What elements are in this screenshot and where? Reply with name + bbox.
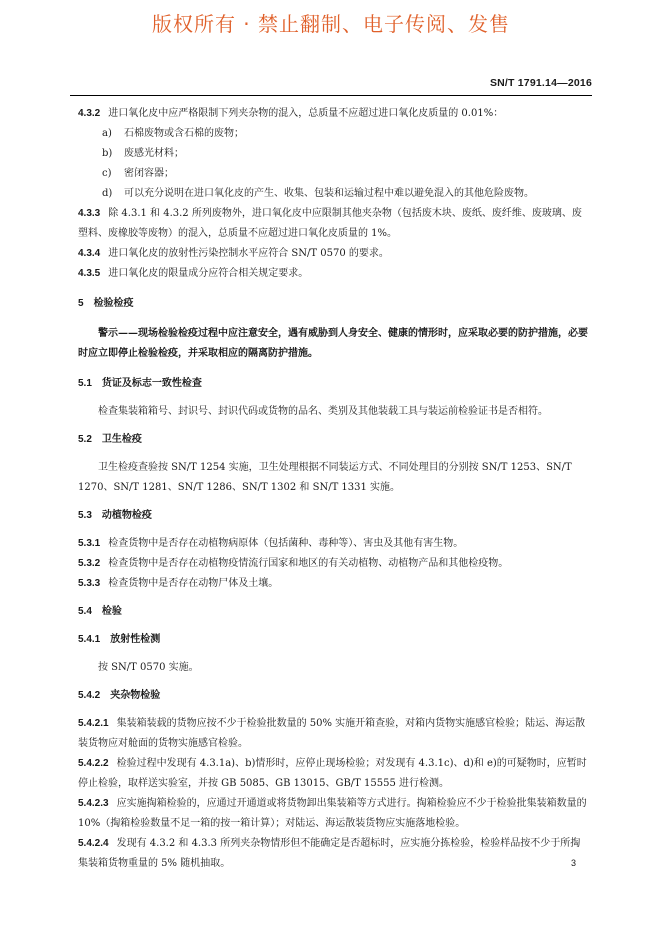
clause-4-3-4 [78, 244, 588, 264]
list-text: 密闭容器； [124, 168, 174, 179]
list-item [102, 164, 588, 184]
clause-4-3-3 [78, 204, 588, 244]
section-5-1-text: 检查集装箱箱号、封识号、封识代码或货物的品名、类别及其他装载工具与装运前检验证书是否相符。 [98, 406, 548, 417]
section-5-4-1-heading [78, 630, 588, 650]
clause-text: 发现有 4.3.2 和 4.3.3 所列夹杂物情形但不能确定是否超标时，应实施分拣检验，检验样品按不少于所掏集装箱货物重量的 5% 随机抽取。 [78, 838, 581, 869]
section-title: 动植物检疫 [101, 510, 152, 521]
watermark-banner: 版权所有 · 禁止翻制、电子传阅、发售 [151, 12, 511, 36]
clause-number: 4.3.5 [78, 268, 101, 279]
clause-5-3-1 [78, 534, 588, 554]
clause-5-4-2-3 [78, 794, 588, 834]
section-5-heading [78, 294, 588, 314]
section-5-1-heading [78, 374, 588, 394]
list-item [102, 124, 588, 144]
section-number: 5.3 [78, 510, 92, 521]
list-item [102, 184, 588, 204]
section-number: 5.4.2 [78, 690, 101, 701]
clause-text: 进口氧化皮的放射性污染控制水平应符合 SN/T 0570 的要求。 [108, 248, 389, 259]
section-title: 货证及标志一致性检查 [101, 378, 202, 389]
section-title: 检验检疫 [93, 298, 134, 309]
clause-number: 5.4.2.4 [78, 838, 109, 849]
clause-text: 检查货物中是否存在动植物病原体（包括菌种、毒种等）、害虫及其他有害生物。 [108, 538, 464, 549]
safety-warning: 警示——现场检验检疫过程中应注意安全，遇有威胁到人身安全、健康的情形时，应采取必要的防护措施，必要时应立即停止检验检疫，并采取相应的隔离防护措施。 [78, 328, 588, 359]
list-text: 可以充分说明在进口氧化皮的产生、收集、包装和运输过程中难以避免混入的其他危险废物。 [124, 188, 534, 199]
list-item [102, 144, 588, 164]
clause-text: 进口氧化皮的限量成分应符合相关规定要求。 [108, 268, 309, 279]
section-number: 5.4.1 [78, 634, 101, 645]
section-title: 夹杂物检验 [110, 690, 161, 701]
clause-text: 集装箱装载的货物应按不少于检验批数量的 50% 实施开箱查验，对箱内货物实施感官检验；陆运、海运散装货物应对舱面的货物实施感官检验。 [78, 718, 586, 749]
list-label: c) [102, 168, 112, 179]
clause-4-3-2 [78, 104, 588, 124]
clause-5-3-2 [78, 554, 588, 574]
clause-5-4-2-1 [78, 714, 588, 754]
section-number: 5.1 [78, 378, 92, 389]
clause-number: 5.3.1 [78, 538, 101, 549]
section-5-3-heading [78, 506, 588, 526]
section-number: 5 [78, 298, 84, 309]
clause-number: 5.4.2.2 [78, 758, 109, 769]
section-title: 检验 [101, 606, 122, 617]
clause-4-3-5 [78, 264, 588, 284]
list-label: a) [102, 128, 112, 139]
clause-number: 5.4.2.1 [78, 718, 109, 729]
clause-5-4-2-2 [78, 754, 588, 794]
clause-text: 检查货物中是否存在动植物疫情流行国家和地区的有关动植物、动植物产品和其他检疫物。 [108, 558, 509, 569]
header-rule [70, 95, 592, 96]
clause-number: 4.3.3 [78, 208, 101, 219]
section-5-4-2-heading [78, 686, 588, 706]
document-body [78, 104, 588, 874]
section-title: 卫生检疫 [101, 434, 142, 445]
list-text: 废感光材料； [124, 148, 184, 159]
clause-text: 应实施掏箱检验的，应通过开通道或将货物卸出集装箱等方式进行。掏箱检验应不少于检验批集装箱数量的 10%（掏箱检验数量不足一箱的按一箱计算）；对陆运、海运散装货物应实施落地检验。 [78, 798, 587, 829]
clause-text: 进口氧化皮中应严格限制下列夹杂物的混入，总质量不应超过进口氧化皮质量的 0.01%： [108, 108, 504, 119]
clause-5-4-2-4 [78, 834, 588, 874]
clause-number: 5.3.2 [78, 558, 101, 569]
clause-5-3-3 [78, 574, 588, 594]
clause-number: 4.3.2 [78, 108, 101, 119]
section-title: 放射性检测 [110, 634, 161, 645]
clause-number: 5.3.3 [78, 578, 101, 589]
section-number: 5.4 [78, 606, 92, 617]
clause-number: 4.3.4 [78, 248, 101, 259]
section-5-4-heading [78, 602, 588, 622]
page-number: 3 [570, 858, 576, 868]
list-text: 石棉废物或含石棉的废物； [124, 128, 244, 139]
clause-text: 检查货物中是否存在动物尸体及土壤。 [108, 578, 279, 589]
list-label: b) [102, 148, 113, 159]
clause-number: 5.4.2.3 [78, 798, 109, 809]
list-label: d) [102, 188, 113, 199]
section-5-4-1-text: 按 SN/T 0570 实施。 [98, 662, 199, 673]
section-5-2-text: 卫生检疫查验按 SN/T 1254 实施，卫生处理根据不同装运方式、不同处理目的分别按 SN/T 1253、SN/T 1270、SN/T 1281、SN/T 1286、SN/T 1302 和 SN/T 1331 实施。 [78, 462, 572, 493]
standard-number: SN/T 1791.14—2016 [489, 77, 592, 89]
clause-4-3-2-list [78, 124, 588, 204]
section-5-2-heading [78, 430, 588, 450]
clause-text: 除 4.3.1 和 4.3.2 所列废物外，进口氧化皮中应限制其他夹杂物（包括废木块、废纸、废纤维、废玻璃、废塑料、废橡胶等废物）的混入，总质量不应超过进口氧化皮质量的 1%。 [78, 208, 582, 239]
section-number: 5.2 [78, 434, 92, 445]
clause-text: 检验过程中发现有 4.3.1a)、b)情形时，应停止现场检验；对发现有 4.3.1c)、d)和 e)的可疑物时，应暂时停止检验，取样送实验室，并按 GB 5085、GB 13015、GB/T 15555 进行检测。 [78, 758, 587, 789]
